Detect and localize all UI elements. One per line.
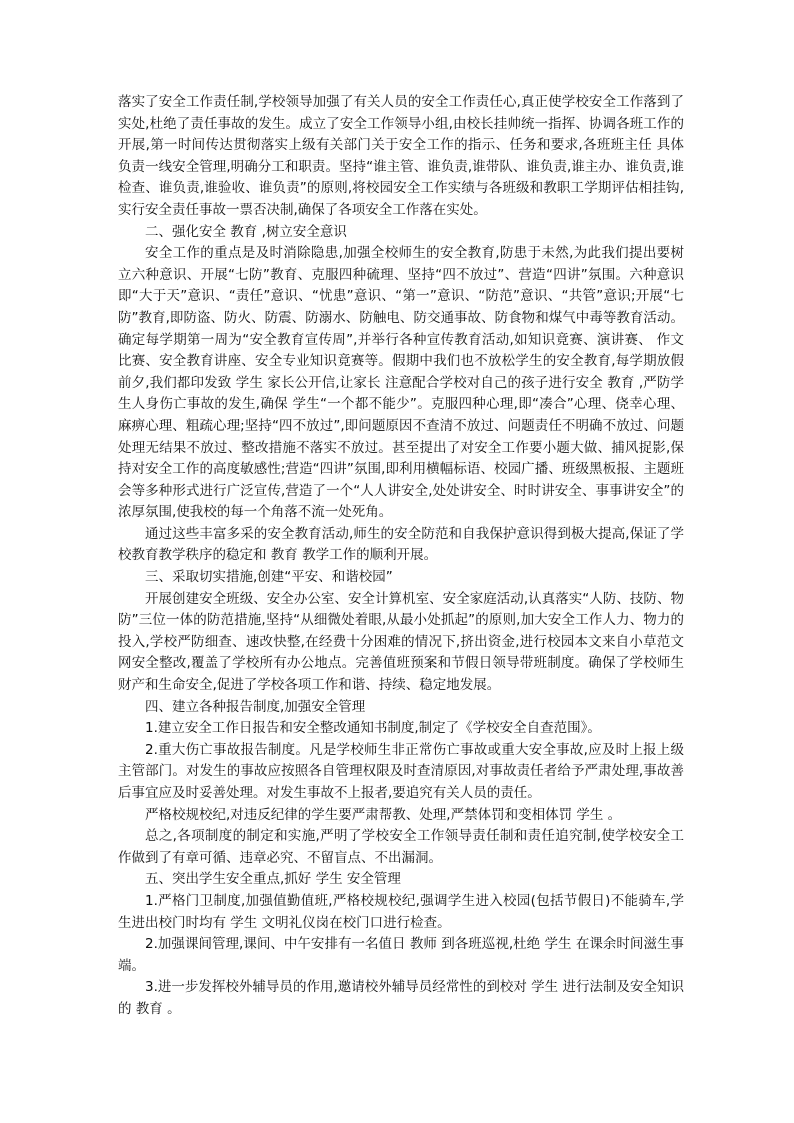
section-heading-3: 三、采取切实措施,创建“平安、和谐校园” bbox=[145, 569, 393, 586]
document-body bbox=[118, 92, 684, 1021]
paragraph-13: 1.严格门卫制度,加强值勤值班,严格校规校纪,强调学生进入校园(包括节假日)不能骑车,学生进出校门时均有 学生 文明礼仪岗在校门口进行检查。 bbox=[118, 892, 684, 931]
paragraph-4: 通过这些丰富多采的安全教育活动,师生的安全防范和自我保护意识得到极大提高,保证了学校教育教学秩序的稳定和 教育 教学工作的顺利开展。 bbox=[118, 525, 684, 564]
paragraph-3: 安全工作的重点是及时消除隐患,加强全校师生的安全教育,防患于未然,为此我们提出要树立六种意识、开展“七防”教育、克服四种硫理、坚持“四不放过”、营造“四讲”氛围。六种意识即“大于天”意识、“责任”意识、“忧患”意识、“第一”意识、“防范”意识、“共管”意识;开展“七防”教育,即防盗、防火、防震、防溺水、防触电、防交通事故、防食物和煤气中毒等教育活动。确定每学期第一周为“安全教育宣传周”,并举行各种宣传教育活动,如知识竟赛、演讲赛、 作文 比赛、安全教育讲座、安全专业知识竟赛等。假期中我们也不放松学生的安全教育,每学期放假前夕,我们都印发致 学生 家长公开信,让家长 注意配合学校对自己的孩子进行安全 教育 ,严防学生人身伤亡事故的发生,确保 学生“一个都不能少”。克服四种心理,即“凑合”心理、侥幸心理、麻痹心理、粗疏心理;坚持“四不放过”,即问题原因不查清不放过、问题责任不明确不放过、问题处理无结果不放过、整改措施不落实不放过。甚至提出了对安全工作要小题大做、捕风捉影,保持对安全工作的高度敏感性;营造“四讲”氛围,即利用横幅标语、校园广播、班级黑板报、主题班会等多种形式进行广泛宣传,营造了一个“人人讲安全,处处讲安全、时时讲安全、事事讲安全”的浓厚氛围,使我校的每一个角落不流一处死角。 bbox=[118, 245, 684, 521]
paragraph-15: 3.进一步发挥校外辅导员的作用,邀请校外辅导员经常性的到校对 学生 进行法制及安全知识的 教育 。 bbox=[118, 979, 684, 1017]
section-heading-4: 四、建立各种报告制度,加强安全管理 bbox=[145, 698, 366, 715]
section-heading-5: 五、突出学生安全重点,抓好 学生 安全管理 bbox=[145, 871, 401, 888]
paragraph-10: 严格校规校纪,对违反纪律的学生要严肃帮教、处理,严禁体罚和变相体罚 学生 。 bbox=[145, 806, 622, 823]
paragraph-1: 落实了安全工作责任制,学校领导加强了有关人员的安全工作责任心,真正使学校安全工作落到了实处,杜绝了责任事故的发生。成立了安全工作领导小组,由校长挂帅统一指挥、协调各班工作的开展,第一时间传达贯彻落实上级有关部门关于安全工作的指示、任务和要求,各班班主任 具体负责一线安全管理,明确分工和职责。坚持“谁主管、谁负责,谁带队、谁负责,谁主办、谁负责,谁检查、谁负责,谁验收、谁负责”的原则,将校园安全工作实绩与各班级和教职工学期评估相挂钩,实行安全责任事故一票否决制,确保了各项安全工作落在实处。 bbox=[118, 94, 684, 218]
section-heading-2: 二、强化安全 教育 ,树立安全意识 bbox=[145, 223, 347, 240]
paragraph-6: 开展创建安全班级、安全办公室、安全计算机室、安全家庭活动,认真落实“人防、技防、物防”三位一体的防范措施,坚持“从细微处着眼,从最小处抓起”的原则,加大安全工作人力、物力的投入,学校严防细查、速改快整,在经费十分困难的情况下,挤出资金,进行校园本文来自小草范文网安全整改,覆盖了学校所有办公地点。完善值班预案和节假日领导带班制度。确保了学校师生财产和生命安全,促进了学校各项工作和谐、持续、稳定地发展。 bbox=[118, 590, 684, 694]
paragraph-8: 1.建立安全工作日报告和安全整改通知书制度,制定了《学校安全自查范围》。 bbox=[145, 720, 601, 737]
paragraph-9: 2.重大伤亡事故报告制度。凡是学校师生非正常伤亡事故或重大安全事故,应及时上报上级主管部门。对发生的事故应按照各自管理权限及时查清原因,对事故责任者给予严肃处理,事故善后事宜应及时妥善处理。对发生事故不上报者,要追究有关人员的责任。 bbox=[118, 741, 684, 801]
paragraph-11: 总之,各项制度的制定和实施,严明了学校安全工作领导责任制和责任追究制,使学校安全工作做到了有章可循、违章必究、不留盲点、不出漏洞。 bbox=[118, 828, 684, 866]
paragraph-14: 2.加强课间管理,课间、中午安排有一名值日 教师 到各班巡视,杜绝 学生 在课余时间滋生事端。 bbox=[118, 936, 684, 974]
